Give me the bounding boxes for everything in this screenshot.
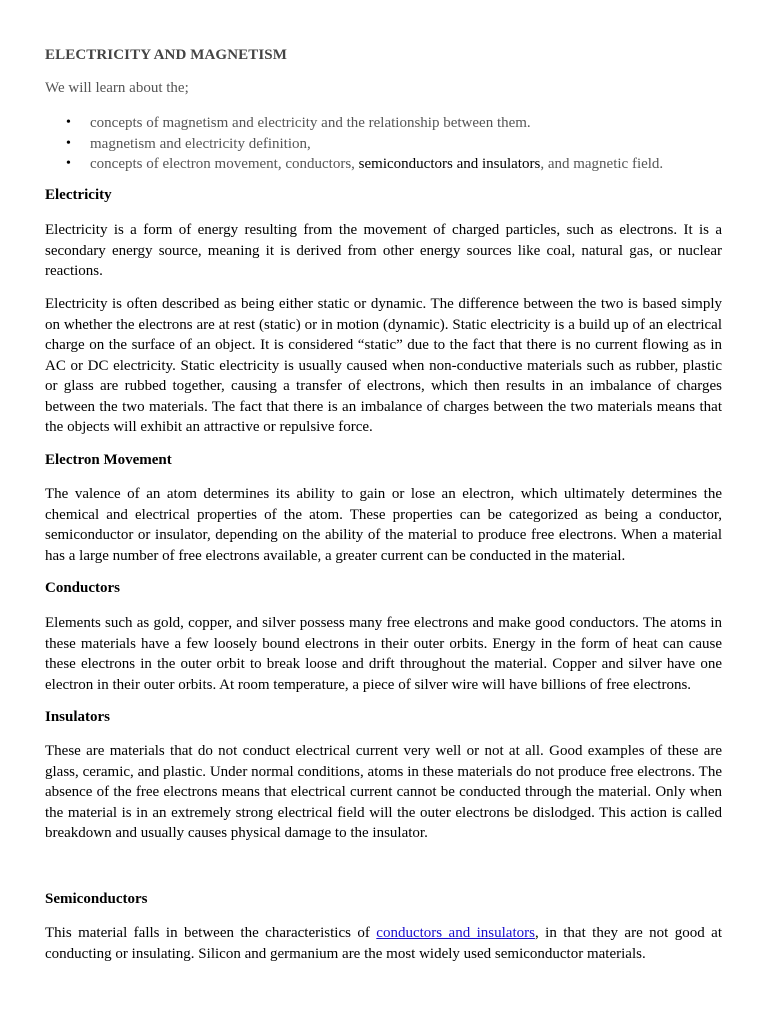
section-heading-electron-movement: Electron Movement	[45, 452, 172, 468]
paragraph-conductors: Elements such as gold, copper, and silver possess many free electrons and make good conductors. The atoms in these materials have a few loosely bound electrons in their outer orbits. Energy in the form of heat can cause these electrons in the outer orbit to break loose and drift throughout the material. Copper and silver have one electron in their outer orbits. At room temperature, a piece of silver wire will have billions of free electrons.	[45, 615, 722, 693]
list-item-text: concepts of magnetism and electricity and the relationship between them.	[90, 115, 531, 131]
paragraph-electron-movement: The valence of an atom determines its ability to gain or lose an electron, which ultimately determines the chemical and electrical properties of the atom. These properties can be categorized as being a conductor, semiconductor or insulator, depending on the ability of the material to produce free electrons. When a material has a large number of free electrons available, a greater current can be conducted in the material.	[45, 486, 722, 564]
list-item	[45, 154, 663, 175]
bullet-icon: •	[66, 135, 71, 151]
list-item	[45, 134, 663, 155]
paragraph-semiconductors	[45, 923, 722, 964]
list-item-text: magnetism and electricity definition,	[90, 135, 311, 152]
list-item-text-end: , and magnetic field.	[540, 156, 664, 172]
page-title: ELECTRICITY AND MAGNETISM	[45, 47, 287, 63]
paragraph-electricity-1: Electricity is a form of energy resulting from the movement of charged particles, such as electrons. It is a secondary energy source, meaning it is derived from other energy sources like coal, natural gas, or nuclear reactions.	[45, 222, 722, 279]
paragraph-insulators: These are materials that do not conduct electrical current very well or not at all. Good examples of these are glass, ceramic, and plastic. Under normal conditions, atoms in these materials do not produce free electrons. The absence of the free electrons means that electrical current cannot be conducted through the material. Only when the material is in an extremely strong electrical field will the outer electrons be dislodged. This action is called breakdown and usually causes physical damage to the insulator.	[45, 743, 722, 841]
section-heading-insulators: Insulators	[45, 709, 111, 725]
list-item-text: concepts of electron movement, conductors,	[90, 156, 355, 172]
bullet-icon: •	[66, 156, 71, 171]
paragraph-semiconductors-start: This material falls in between the characteristics of	[45, 925, 377, 941]
list-item	[45, 113, 663, 134]
conductors-insulators-link[interactable]: conductors and insulators	[376, 925, 535, 941]
intro-text: We will learn about the;	[45, 80, 189, 96]
paragraph-semiconductors-end: , in that they are not good at conducting or insulating. Silicon and germanium are the most widely used semiconductor materials.	[45, 925, 722, 962]
list-item-highlight: semiconductors and insulators	[358, 156, 541, 172]
paragraph-electricity-2: Electricity is often described as being either static or dynamic. The difference between the two is based simply on whether the electrons are at rest (static) or in motion (dynamic). Static electricity is a build up of an electrical charge on the surface of an object. It is considered “static” due to the fact that there is no current flowing as in AC or DC electricity. Static electricity is usually caused when non-conductive materials such as rubber, plastic or glass are rubbed together, causing a transfer of electrons, which then results in an imbalance of charges between the two materials. The fact that there is an imbalance of charges between the two materials means that the objects will exhibit an attractive or repulsive force.	[45, 296, 722, 435]
topics-list	[45, 113, 663, 175]
section-heading-semiconductors: Semiconductors	[45, 891, 148, 907]
section-heading-conductors: Conductors	[45, 580, 121, 596]
bullet-icon: •	[66, 115, 71, 130]
section-heading-electricity: Electricity	[45, 187, 112, 203]
